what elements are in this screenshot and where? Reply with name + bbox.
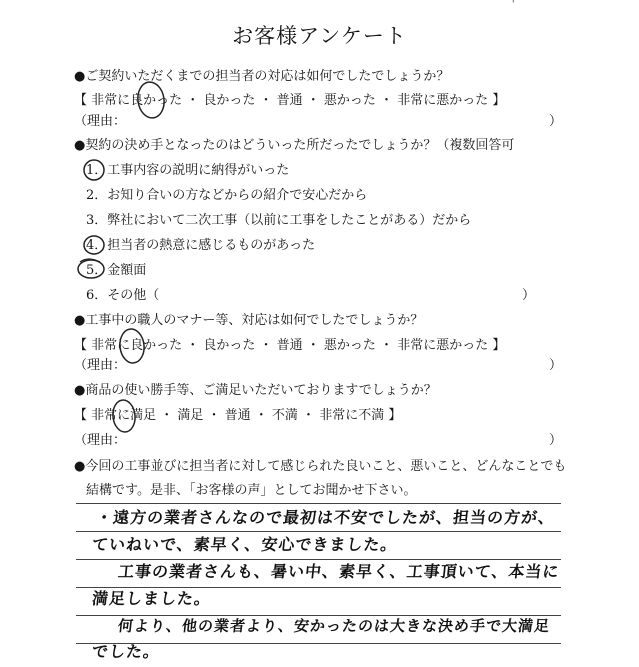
q5-question-line2: 結構です。是非、「お客様の声」としてお聞かせ下さい。 bbox=[86, 483, 417, 498]
q1-reason-label: （理由： bbox=[74, 114, 127, 129]
q2-item5-extra-stroke bbox=[80, 259, 100, 262]
q4-reason-close: ） bbox=[549, 433, 563, 448]
q2-item-3: 3．弊社において二次工事（以前に工事をしたことがある）だから bbox=[86, 213, 472, 228]
q2-question: ●契約の決め手となったのはどういった所だったでしょうか？（複数回答可 bbox=[74, 138, 515, 153]
q3-options: 【 非常に良かった ・ 良かった ・ 普通 ・ 悪かった ・ 非常に悪かった 】 bbox=[74, 338, 506, 353]
handwritten-comment-line-6: でした。 bbox=[91, 642, 162, 661]
q4-question: ●商品の使い勝手等、ご満足いただいておりますでしょうか？ bbox=[74, 383, 437, 398]
q3-question: ●工事中の職人のマナー等、対応は如何でしたでしょうか？ bbox=[74, 313, 424, 328]
q1-question: ●ご契約いただくまでの担当者の対応は如何でしたでしょうか？ bbox=[74, 69, 450, 84]
q1-reason-close: ） bbox=[549, 114, 563, 129]
handwritten-comment-line-1: ・遠方の業者さんなので最初は不安でしたが、担当の方が、 bbox=[95, 508, 557, 527]
handwritten-comment-line-4: 満足しました。 bbox=[91, 589, 213, 608]
comment-rule bbox=[76, 531, 561, 532]
q5-question-line1: ●今回の工事並びに担当者に対して感じられた良いこと、悪いこと、どんなことでも bbox=[74, 459, 567, 474]
handwritten-comment-line-5: 何より、他の業者より、安かったのは大きな決め手で大満足 bbox=[117, 617, 551, 635]
q2-item-1: 1．工事内容の説明に納得がいった bbox=[86, 163, 290, 178]
q1-options: 【 非常に良かった ・ 良かった ・ 普通 ・ 悪かった ・ 非常に悪かった 】 bbox=[74, 93, 506, 108]
q2-item-2: 2．お知り合いの方などからの紹介で安心だから bbox=[86, 188, 368, 203]
q2-item-6: 6．その他（ bbox=[86, 288, 160, 303]
comment-box-top-rule bbox=[76, 503, 561, 504]
handwritten-comment-line-3: 工事の業者さんも、暑い中、素早く、工事頂いて、本当に bbox=[117, 562, 561, 581]
handwritten-comment-line-2: ていねいで、素早く、安心できました。 bbox=[91, 535, 399, 554]
q3-reason-close: ） bbox=[549, 358, 563, 373]
comment-rule bbox=[76, 559, 561, 560]
q2-other-close: ） bbox=[522, 288, 536, 303]
q2-item-5: 5．金額面 bbox=[86, 263, 147, 278]
q3-reason-label: （理由： bbox=[74, 358, 127, 373]
survey-title: お客様アンケート bbox=[232, 24, 407, 48]
comment-rule bbox=[76, 587, 561, 588]
q2-item-4: 4．担当者の熱意に感じるものがあった bbox=[86, 238, 316, 253]
q4-reason-label: （理由： bbox=[74, 433, 127, 448]
scan-mark: ' bbox=[512, 0, 515, 10]
q4-options: 【 非常に満足 ・ 満足 ・ 普通 ・ 不満 ・ 非常に不満 】 bbox=[74, 408, 402, 423]
